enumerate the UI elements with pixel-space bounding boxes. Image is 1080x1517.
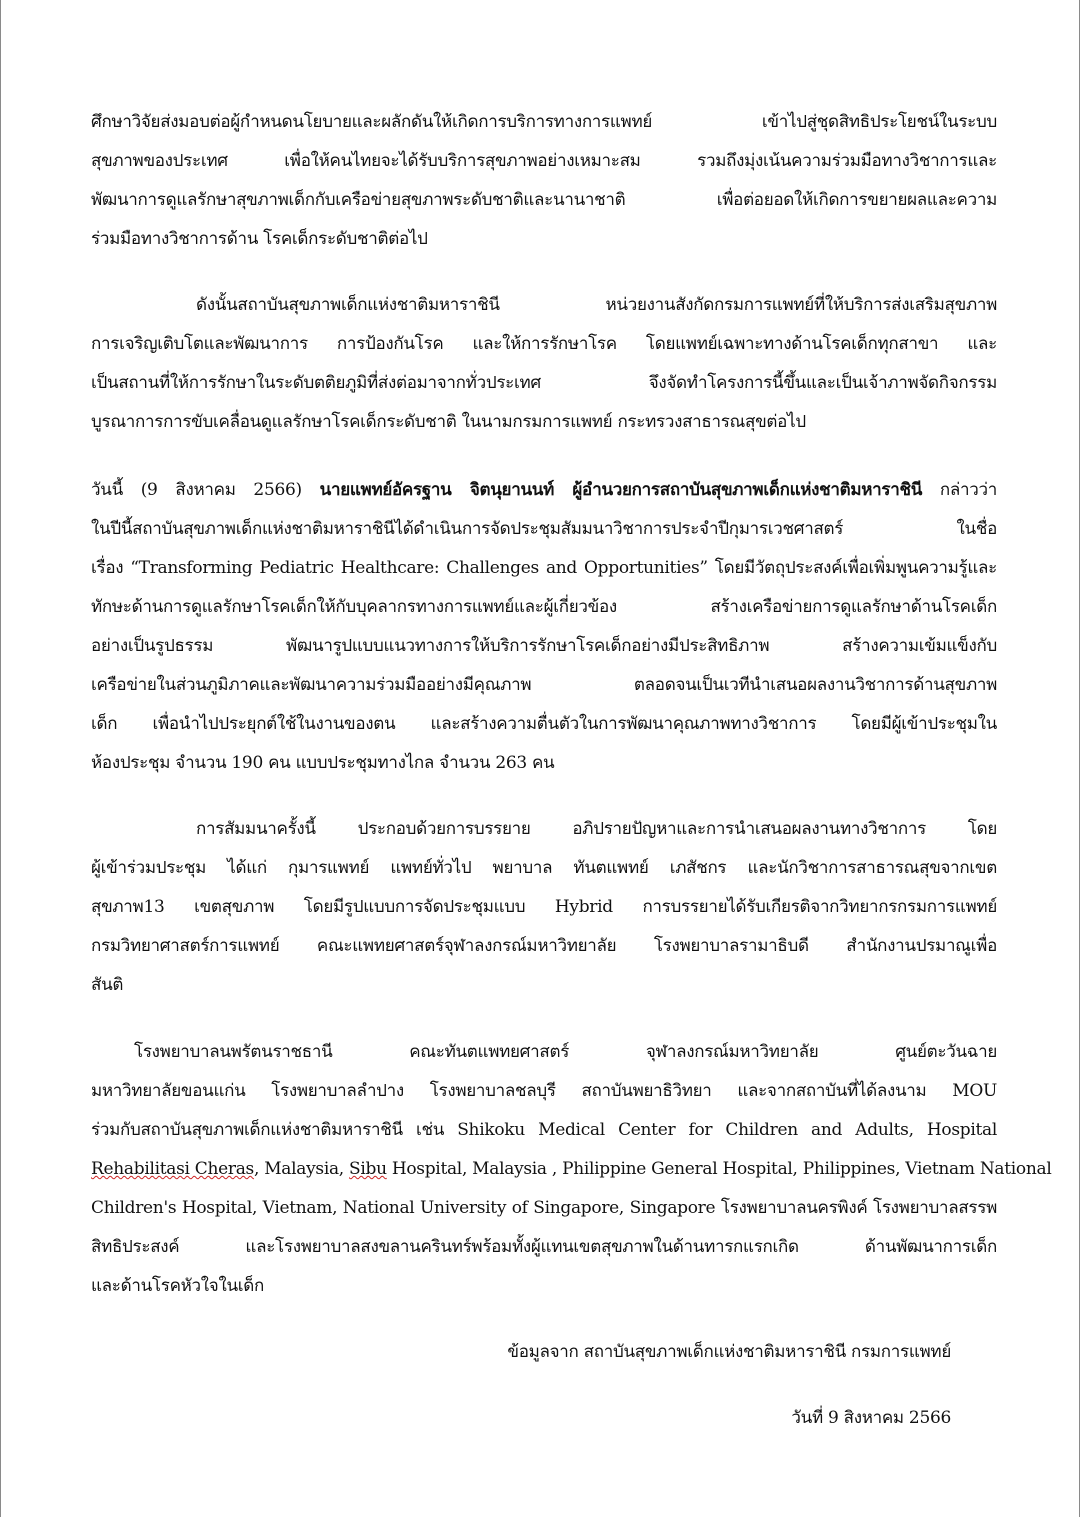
- paragraph-4-line-5: สันติ: [91, 975, 124, 995]
- director-name: นายแพทย์อัครฐาน จิตนุยานนท์ ผู้อำนวยการสถาบันสุขภาพเด็กแห่งชาติมหาราชินี: [319, 480, 923, 500]
- paragraph-4-line-1: การสัมมนาครั้งนี้ ประกอบด้วยการบรรยาย อภิปรายปัญหาและการนำเสนอผลงานทางวิชาการ โดย: [196, 819, 997, 839]
- date-intro: วันนี้ (9 สิงหาคม 2566): [91, 480, 320, 500]
- paragraph-3-line-4: ทักษะด้านการดูแลรักษาโรคเด็กให้กับบุคลากรทางการแพทย์และผู้เกี่ยวข้อง สร้างเครือข่ายการดูแลรักษาด้านโรคเด็ก: [91, 597, 997, 617]
- paragraph-1-line-1: ศึกษาวิจัยส่งมอบต่อผู้กำหนดนโยบายและผลักดันให้เกิดการบริการทางการแพทย์ เข้าไปสู่ชุดสิทธิประโยชน์ในระบบ: [91, 112, 997, 132]
- text-segment: , Malaysia,: [253, 1159, 350, 1179]
- spellcheck-flagged-word: Rehabilitasi Cheras: [91, 1159, 254, 1179]
- paragraph-3-line-7: เด็ก เพื่อนำไปประยุกต์ใช้ในงานของตน และสร้างความตื่นตัวในการพัฒนาคุณภาพทางวิชาการ โดยมีผู้เข้าประชุมใน: [91, 714, 997, 734]
- paragraph-3-line-2: ในปีนี้สถาบันสุขภาพเด็กแห่งชาติมหาราชินีได้ดำเนินการจัดประชุมสัมมนาวิชาการประจำปีกุมารเวชศาสตร์ ในชื่อ: [91, 519, 997, 539]
- paragraph-1-line-4: ร่วมมือทางวิชาการด้าน โรคเด็กระดับชาติต่อไป: [91, 229, 428, 249]
- paragraph-5-line-5: Children's Hospital, Vietnam, National University of Singapore, Singapore โรงพยาบาลนครพิงค์ โรงพยาบาลสรรพ: [91, 1198, 997, 1218]
- paragraph-3-line-3: เรื่อง “Transforming Pediatric Healthcare: Challenges and Opportunities” โดยมีวัตถุประสงค์เพื่อเพิ่มพูนความรู้และ: [91, 558, 997, 578]
- paragraph-4-line-3: สุขภาพ13 เขตสุขภาพ โดยมีรูปแบบการจัดประชุมแบบ Hybrid การบรรยายได้รับเกียรติจากวิทยากรกรมการแพทย์: [91, 897, 997, 917]
- paragraph-3-line-8: ห้องประชุม จำนวน 190 คน แบบประชุมทางไกล จำนวน 263 คน: [91, 753, 555, 773]
- paragraph-2-line-3: เป็นสถานที่ให้การรักษาในระดับตติยภูมิที่ส่งต่อมาจากทั่วประเทศ จึงจัดทำโครงการนี้ขึ้นและเป็นเจ้าภาพจัดกิจกรรม: [91, 373, 997, 393]
- paragraph-4-line-2: ผู้เข้าร่วมประชุม ได้แก่ กุมารแพทย์ แพทย์ทั่วไป พยาบาล ทันตแพทย์ เภสัชกร และนักวิชาการสาธารณสุขจากเขต: [91, 858, 997, 878]
- paragraph-1-line-3: พัฒนาการดูแลรักษาสุขภาพเด็กกับเครือข่ายสุขภาพระดับชาติและนานาชาติ เพื่อต่อยอดให้เกิดการขยายผลและความ: [91, 190, 997, 210]
- paragraph-2-line-1: ดังนั้นสถาบันสุขภาพเด็กแห่งชาติมหาราชินี หน่วยงานสังกัดกรมการแพทย์ที่ให้บริการส่งเสริมสุขภาพ: [196, 295, 997, 315]
- said-text: กล่าวว่า: [922, 480, 997, 500]
- paragraph-5-line-1: โรงพยาบาลนพรัตนราชธานี คณะทันตแพทยศาสตร์ จุฬาลงกรณ์มหาวิทยาลัย ศูนย์ตะวันฉาย: [134, 1042, 997, 1062]
- paragraph-2-line-2: การเจริญเติบโตและพัฒนาการ การป้องกันโรค และให้การรักษาโรค โดยแพทย์เฉพาะทางด้านโรคเด็กทุกสาขา และ: [91, 334, 997, 354]
- paragraph-5-line-4: [91, 1158, 1052, 1180]
- paragraph-1-line-2: สุขภาพของประเทศ เพื่อให้คนไทยจะได้รับบริการสุขภาพอย่างเหมาะสม รวมถึงมุ่งเน้นความร่วมมือทางวิชาการและ: [91, 151, 997, 171]
- paragraph-2-line-4: บูรณาการการขับเคลื่อนดูแลรักษาโรคเด็กระดับชาติ ในนามกรมการแพทย์ กระทรวงสาธารณสุขต่อไป: [91, 412, 806, 432]
- paragraph-5-line-2: มหาวิทยาลัยขอนแก่น โรงพยาบาลลำปาง โรงพยาบาลชลบุรี สถาบันพยาธิวิทยา และจากสถาบันที่ได้ลงนาม MOU: [91, 1081, 997, 1101]
- paragraph-5-line-6: สิทธิประสงค์ และโรงพยาบาลสงขลานครินทร์พร้อมทั้งผู้แทนเขตสุขภาพในด้านทารกแรกเกิด ด้านพัฒนาการเด็ก: [91, 1237, 997, 1257]
- source-credit: ข้อมูลจาก สถาบันสุขภาพเด็กแห่งชาติมหาราชินี กรมการแพทย์: [507, 1342, 951, 1362]
- paragraph-3-line-6: เครือข่ายในส่วนภูมิภาคและพัฒนาความร่วมมืออย่างมีคุณภาพ ตลอดจนเป็นเวทีนำเสนอผลงานวิชาการด้านสุขภาพ: [91, 675, 997, 695]
- paragraph-4-line-4: กรมวิทยาศาสตร์การแพทย์ คณะแพทยศาสตร์จุฬาลงกรณ์มหาวิทยาลัย โรงพยาบาลรามาธิบดี สำนักงานปรมาณูเพื่อ: [91, 936, 997, 956]
- paragraph-3-line-1: [91, 479, 997, 501]
- paragraph-3-line-5: อย่างเป็นรูปธรรม พัฒนารูปแบบแนวทางการให้บริการรักษาโรคเด็กอย่างมีประสิทธิภาพ สร้างความเข้มแข็งกับ: [91, 636, 997, 656]
- text-segment: Hospital, Malaysia , Philippine General Hospital, Philippines, Vietnam National: [386, 1159, 1052, 1179]
- paragraph-5-line-3: ร่วมกับสถาบันสุขภาพเด็กแห่งชาติมหาราชินี เช่น Shikoku Medical Center for Children and Adults, Hospital: [91, 1120, 997, 1140]
- paragraph-5-line-7: และด้านโรคหัวใจในเด็ก: [91, 1276, 265, 1296]
- spellcheck-flagged-word: Sibu: [349, 1159, 387, 1179]
- document-date: วันที่ 9 สิงหาคม 2566: [791, 1408, 951, 1428]
